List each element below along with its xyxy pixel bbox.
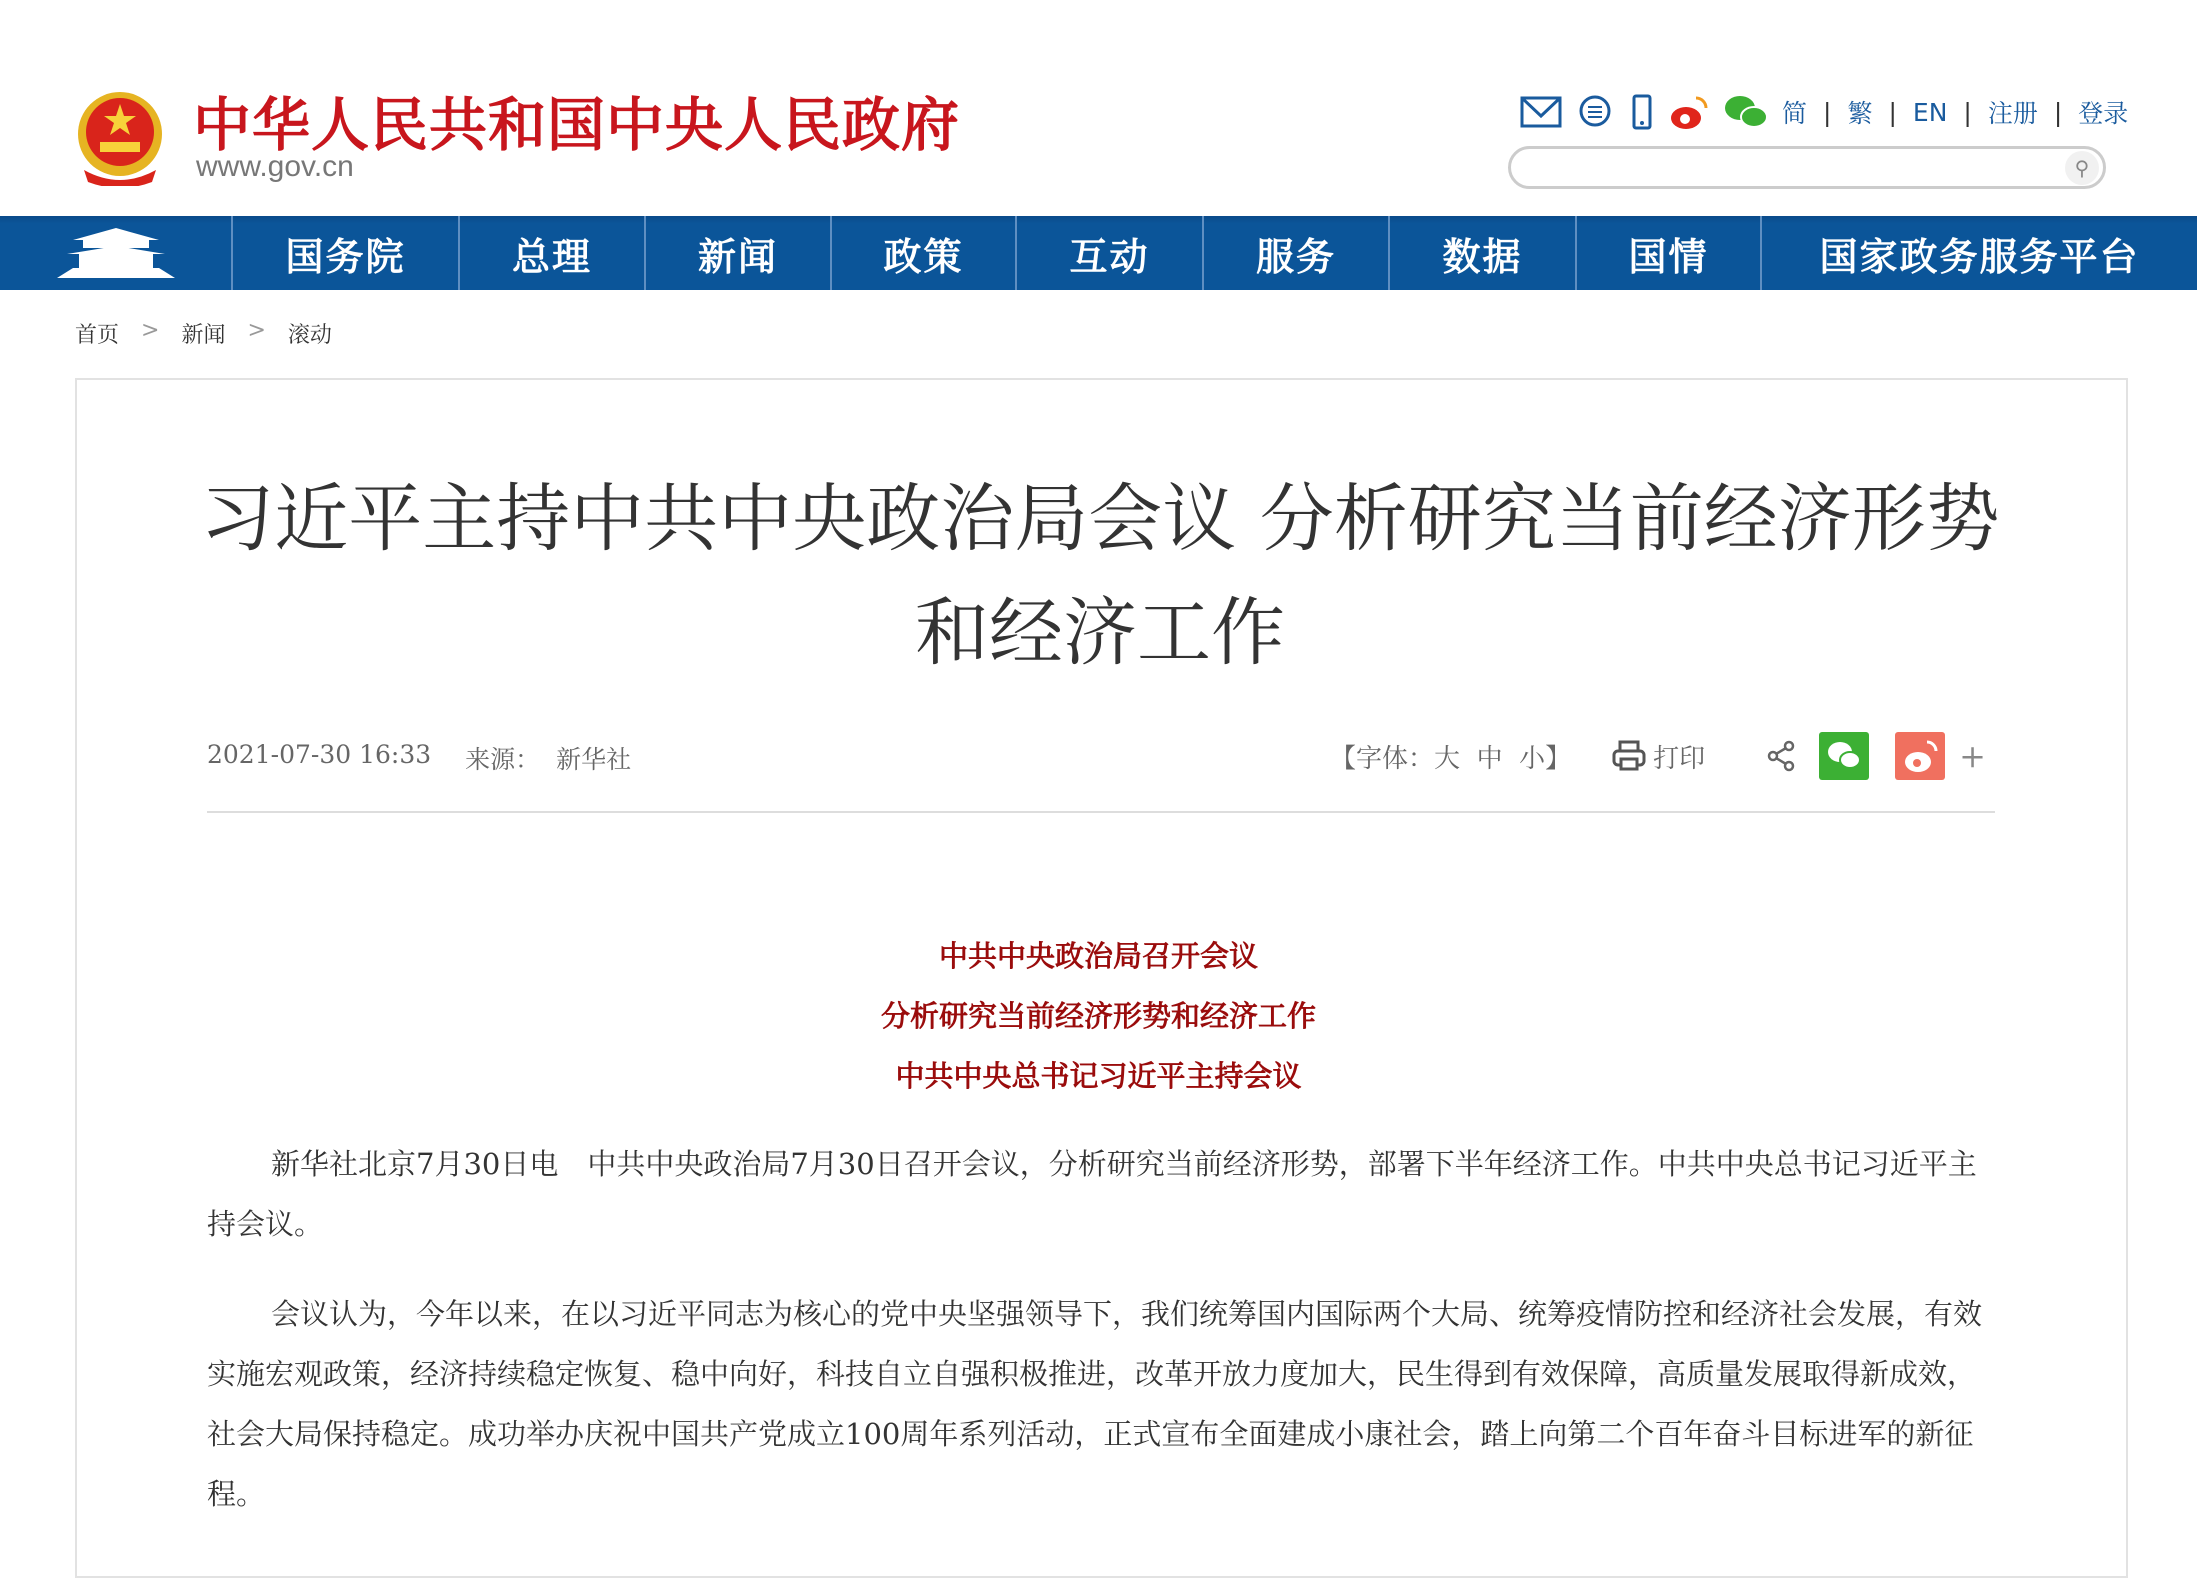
search-input[interactable]	[1529, 149, 2069, 185]
print-icon[interactable]	[1611, 739, 1647, 773]
font-small[interactable]: 小	[1519, 743, 1546, 774]
publish-date: 2021-07-30 16:33	[207, 740, 432, 769]
nav-item[interactable]: 总理	[460, 216, 646, 290]
breadcrumb	[75, 318, 332, 349]
nav-home-logo[interactable]	[0, 216, 233, 290]
print-button[interactable]: 打印	[1653, 743, 1706, 774]
subhead: 中共中央总书记习近平主持会议	[895, 1059, 1302, 1093]
building-icon	[53, 226, 179, 280]
nav-item[interactable]: 服务	[1204, 216, 1390, 290]
font-medium[interactable]: 中	[1476, 743, 1503, 774]
nav-item[interactable]: 国情	[1577, 216, 1762, 290]
chevron-right-icon: >	[247, 318, 266, 343]
share-icon[interactable]	[1765, 739, 1797, 773]
crumb-news[interactable]: 新闻	[181, 323, 226, 348]
mail-icon[interactable]	[1520, 92, 1562, 132]
more-share-button[interactable]: +	[1959, 737, 1986, 775]
article-title: 习近平主持中共中央政治局会议 分析研究当前经济形势和经济工作	[200, 476, 2000, 676]
mobile-icon[interactable]	[1628, 92, 1656, 132]
subhead: 分析研究当前经济形势和经济工作	[880, 999, 1316, 1033]
nav-item[interactable]: 数据	[1390, 216, 1577, 290]
nav-item[interactable]: 国家政务服务平台	[1819, 234, 2140, 279]
link-english[interactable]: EN	[1912, 97, 1948, 127]
message-icon[interactable]	[1574, 92, 1616, 132]
nav-item[interactable]: 政策	[832, 216, 1017, 290]
chevron-right-icon: >	[141, 318, 160, 343]
weibo-icon[interactable]	[1668, 92, 1710, 132]
site-url[interactable]: www.gov.cn	[196, 150, 354, 183]
site-title[interactable]: 中华人民共和国中央人民政府	[193, 91, 961, 159]
divider	[207, 811, 1995, 813]
source: 新华社	[556, 745, 632, 774]
link-login[interactable]: 登录	[2078, 99, 2129, 128]
link-traditional[interactable]: 繁	[1847, 99, 1873, 128]
nav-item[interactable]: 互动	[1017, 216, 1204, 290]
article-meta	[207, 740, 631, 776]
article-tools	[1330, 732, 1986, 780]
font-size-label: 【字体：	[1330, 743, 1435, 774]
national-emblem-logo[interactable]	[74, 90, 166, 186]
weibo-share-icon[interactable]	[1895, 732, 1945, 780]
top-links: 简 | 繁 | EN | 注册 | 登录	[1520, 90, 2128, 134]
wechat-share-icon[interactable]	[1819, 732, 1869, 780]
source-label: 来源：	[465, 745, 541, 774]
link-register[interactable]: 注册	[1987, 99, 2038, 128]
search-icon[interactable]: ⚲	[2065, 151, 2099, 185]
link-simplified[interactable]: 简	[1782, 99, 1808, 128]
paragraph: 新华社北京7月30日电 中共中央政治局7月30日召开会议，分析研究当前经济形势，部署下半年经济工作。中共中央总书记习近平主持会议。	[207, 1147, 1977, 1241]
crumb-home[interactable]: 首页	[75, 323, 120, 348]
nav-item[interactable]: 新闻	[646, 216, 832, 290]
paragraph: 会议认为，今年以来，在以习近平同志为核心的党中央坚强领导下，我们统筹国内国际两个大局、统筹疫情防控和经济社会发展，有效实施宏观政策，经济持续稳定恢复、稳中向好，科技自立自强积极推进，改革开放力度加大，民生得到有效保障，高质量发展取得新成效，社会大局保持稳定。成功举办庆祝中国共产党成立100周年系列活动，正式宣布全面建成小康社会，踏上向第二个百年奋斗目标进军的新征程。	[207, 1297, 1983, 1511]
font-size-label-close: 】	[1545, 743, 1572, 774]
font-large[interactable]: 大	[1434, 743, 1461, 774]
nav-item[interactable]: 国务院	[233, 216, 460, 290]
crumb-scroll[interactable]: 滚动	[287, 323, 332, 348]
main-nav	[0, 216, 2197, 290]
search-box	[1508, 146, 2106, 189]
subhead: 中共中央政治局召开会议	[938, 939, 1258, 973]
wechat-icon[interactable]	[1722, 92, 1770, 132]
